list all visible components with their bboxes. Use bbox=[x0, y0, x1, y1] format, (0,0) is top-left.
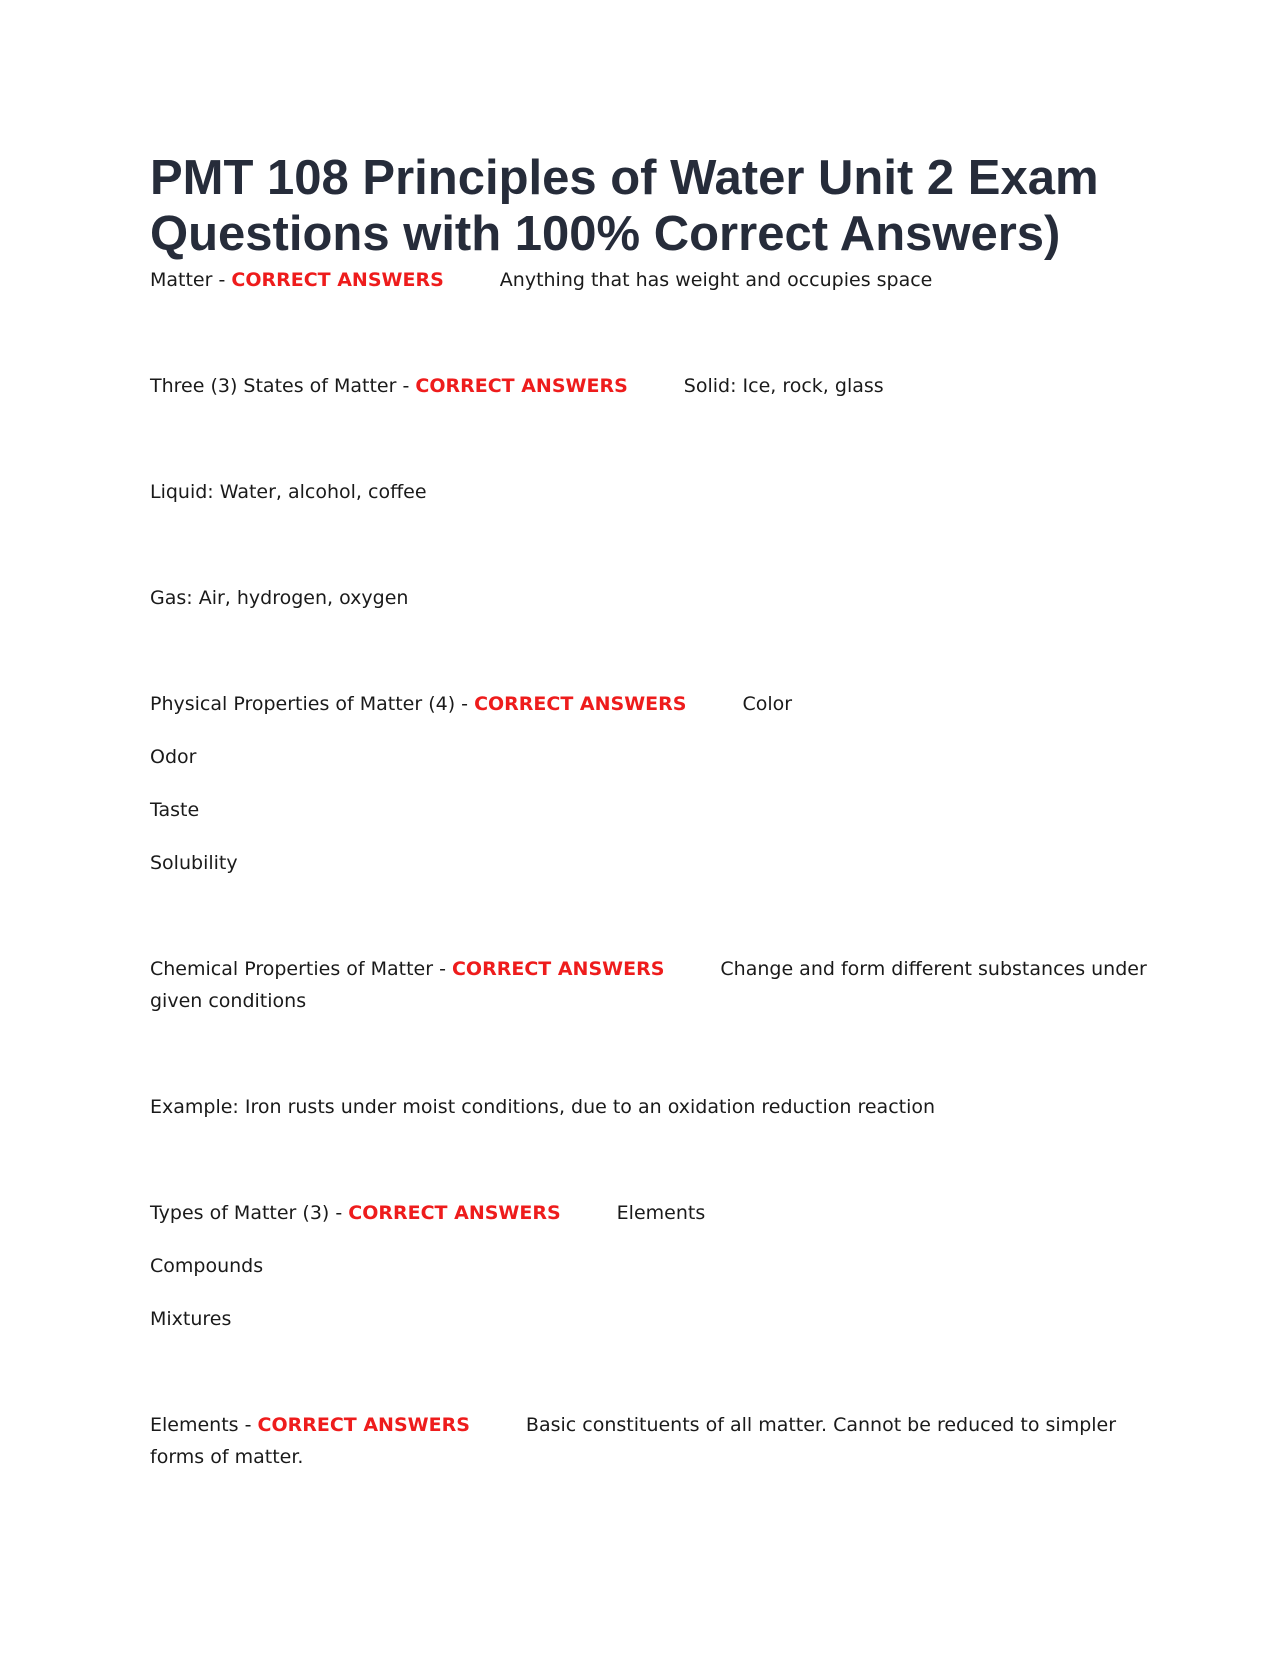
answer-elements: Basic constituents of all matter. Cannot be reduced to simpler bbox=[525, 1414, 1117, 1436]
correct-answers-tag: CORRECT ANSWERS bbox=[451, 958, 665, 980]
qa-line-matter bbox=[150, 264, 932, 296]
title-line-1: PMT 108 Principles of Water Unit 2 Exam bbox=[150, 151, 1099, 205]
separator: - bbox=[433, 958, 452, 980]
text-line-liquid: Liquid: Water, alcohol, coffee bbox=[150, 481, 427, 503]
correct-answers-tag: CORRECT ANSWERS bbox=[415, 375, 628, 397]
answer-matter: Anything that has weight and occupies space bbox=[499, 269, 933, 291]
qa-line-elements bbox=[150, 1409, 1116, 1441]
term-chemical-properties: Chemical Properties of Matter bbox=[150, 958, 434, 980]
correct-answers-tag: CORRECT ANSWERS bbox=[348, 1202, 561, 1224]
answer-chemical-properties: Change and form different substances under bbox=[720, 958, 1147, 980]
text-line-example: Example: Iron rusts under moist conditions, due to an oxidation reduction reaction bbox=[150, 1096, 936, 1118]
text-line-solubility: Solubility bbox=[150, 852, 238, 874]
term-physical-properties: Physical Properties of Matter (4) bbox=[150, 693, 456, 715]
answer-states-of-matter: Solid: Ice, rock, glass bbox=[683, 375, 884, 397]
term-elements: Elements bbox=[150, 1414, 239, 1436]
term-matter: Matter bbox=[150, 269, 213, 291]
qa-line-types-of-matter bbox=[150, 1197, 705, 1229]
text-line-odor: Odor bbox=[150, 746, 197, 768]
correct-answers-tag: CORRECT ANSWERS bbox=[257, 1414, 470, 1436]
answer-types-of-matter: Elements bbox=[616, 1202, 706, 1224]
term-types-of-matter: Types of Matter (3) bbox=[150, 1202, 330, 1224]
separator: - bbox=[238, 1414, 258, 1436]
separator: - bbox=[212, 269, 232, 291]
qa-line-states-of-matter bbox=[150, 370, 884, 402]
term-states-of-matter: Three (3) States of Matter bbox=[150, 375, 397, 397]
correct-answers-tag: CORRECT ANSWERS bbox=[474, 693, 687, 715]
separator: - bbox=[396, 375, 416, 397]
separator: - bbox=[329, 1202, 349, 1224]
text-line-gas: Gas: Air, hydrogen, oxygen bbox=[150, 587, 409, 609]
text-line-taste: Taste bbox=[150, 799, 200, 821]
correct-answers-tag: CORRECT ANSWERS bbox=[231, 269, 444, 291]
qa-line-chemical-properties bbox=[150, 953, 1147, 985]
document-title bbox=[150, 150, 1150, 262]
text-line-given-conditions: given conditions bbox=[150, 990, 307, 1012]
text-line-compounds: Compounds bbox=[150, 1255, 264, 1277]
text-line-forms-of-matter: forms of matter. bbox=[150, 1446, 304, 1468]
separator: - bbox=[455, 693, 475, 715]
text-line-mixtures: Mixtures bbox=[150, 1308, 232, 1330]
qa-line-physical-properties bbox=[150, 688, 792, 720]
answer-physical-properties: Color bbox=[742, 693, 793, 715]
title-line-2: Questions with 100% Correct Answers) bbox=[150, 207, 1061, 261]
